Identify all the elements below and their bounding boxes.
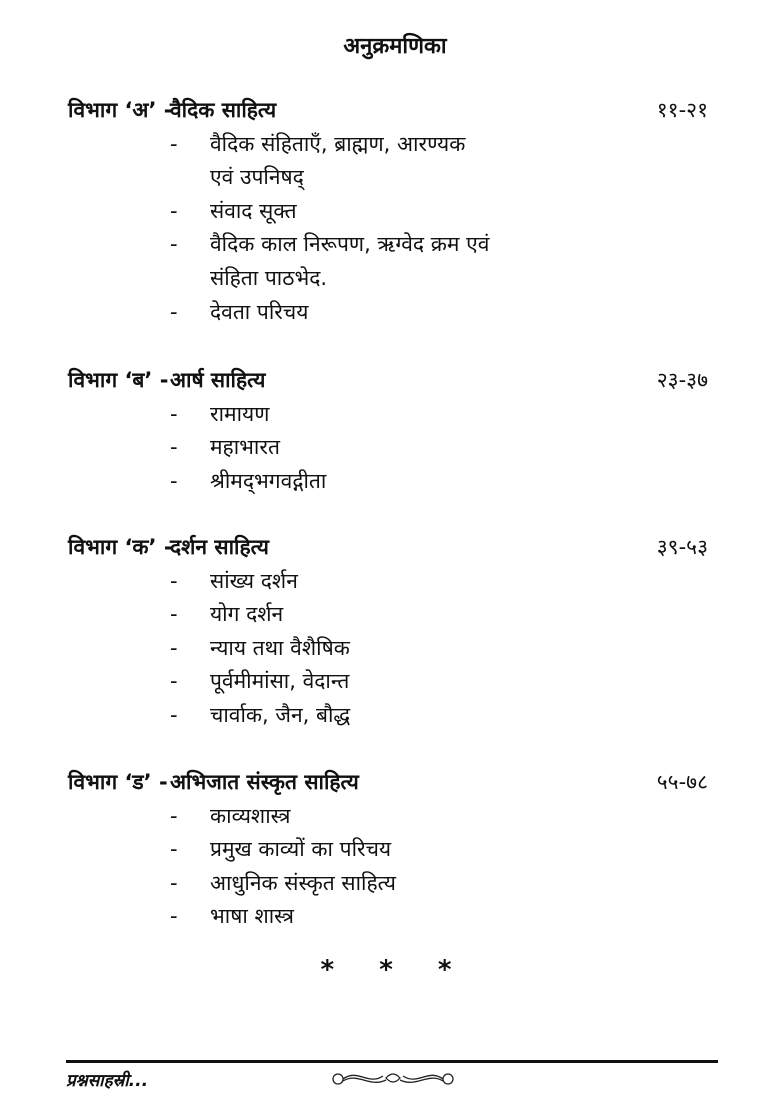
page-title: अनुक्रमणिका [343,34,447,59]
list-item [68,598,708,632]
item-text: रामायण [210,401,270,426]
item-dash: - [170,198,178,223]
footer-divider [66,1060,718,1063]
list-item [68,431,708,465]
list-item [68,565,708,599]
ornament-icon [328,1068,458,1088]
list-item [68,833,708,867]
item-text: प्रमुख काव्यों का परिचय [210,837,392,862]
list-item [68,398,708,432]
item-dash: - [170,602,178,627]
item-dash: - [170,803,178,828]
list-item [68,228,708,262]
item-dash: - [170,870,178,895]
item-dash: - [170,232,178,257]
section-header [68,531,708,565]
item-dash: - [170,131,178,156]
toc-section [68,364,708,498]
section-heading: आर्ष साहित्य [170,368,266,392]
toc-section [68,766,708,934]
item-text: न्याय तथा वैशैषिक [210,635,350,660]
list-item [68,128,708,162]
toc-section [68,94,708,329]
list-item [68,465,708,499]
page-range: २३-३७ [656,368,708,392]
item-text: योग दर्शन [210,602,284,627]
item-text: वैदिक संहिताएँ, ब्राह्मण, आरण्यक [210,131,466,156]
section-label: विभाग ‘ड’ - [68,770,168,794]
item-text: चार्वाक, जैन, बौद्ध [210,702,351,727]
item-dash: - [170,468,178,493]
item-dash: - [170,837,178,862]
item-text: एवं उपनिषद् [210,165,304,190]
item-dash: - [170,401,178,426]
item-text: संहिता पाठभेद. [210,265,328,290]
item-dash [170,161,210,195]
item-dash: - [170,299,178,324]
list-item [68,161,708,195]
item-text: वैदिक काल निरूपण, ऋग्वेद क्रम एवं [210,232,490,257]
item-text: भाषा शास्त्र [210,904,294,929]
list-item [68,900,708,934]
section-heading: अभिजात संस्कृत साहित्य [170,770,359,794]
page-range: ३९-५३ [656,535,708,559]
list-item [68,665,708,699]
item-text: पूर्वमीमांसा, वेदान्त [210,669,350,694]
item-text: सांख्य दर्शन [210,568,298,593]
section-header [68,94,708,128]
page-range: ५५-७८ [656,770,708,794]
item-dash: - [170,568,178,593]
item-text: आधुनिक संस्कृत साहित्य [210,870,396,895]
toc-section [68,531,708,733]
list-item [68,632,708,666]
item-text: संवाद सूक्त [210,198,297,223]
item-text: देवता परिचय [210,299,309,324]
list-item [68,262,708,296]
end-mark: * * * [320,955,470,985]
item-dash: - [170,904,178,929]
list-item [68,699,708,733]
item-dash [170,262,210,296]
item-dash: - [170,435,178,460]
list-item [68,800,708,834]
section-label: विभाग ‘अ’ - [68,98,173,122]
page-range: ११-२१ [656,98,708,122]
item-text: श्रीमद्‌भगवद्गीता [210,468,327,493]
section-heading: दर्शन साहित्य [170,535,269,559]
section-label: विभाग ‘क’ - [68,535,173,559]
item-text: महाभारत [210,435,280,460]
footer-book-title: प्रश्नसाहस्री... [66,1071,149,1091]
list-item [68,296,708,330]
section-label: विभाग ‘ब’ - [68,368,169,392]
section-heading: वैदिक साहित्य [170,98,277,122]
list-item [68,867,708,901]
item-dash: - [170,669,178,694]
section-header [68,766,708,800]
item-dash: - [170,635,178,660]
list-item [68,195,708,229]
section-header [68,364,708,398]
item-text: काव्यशास्त्र [210,803,291,828]
item-dash: - [170,702,178,727]
